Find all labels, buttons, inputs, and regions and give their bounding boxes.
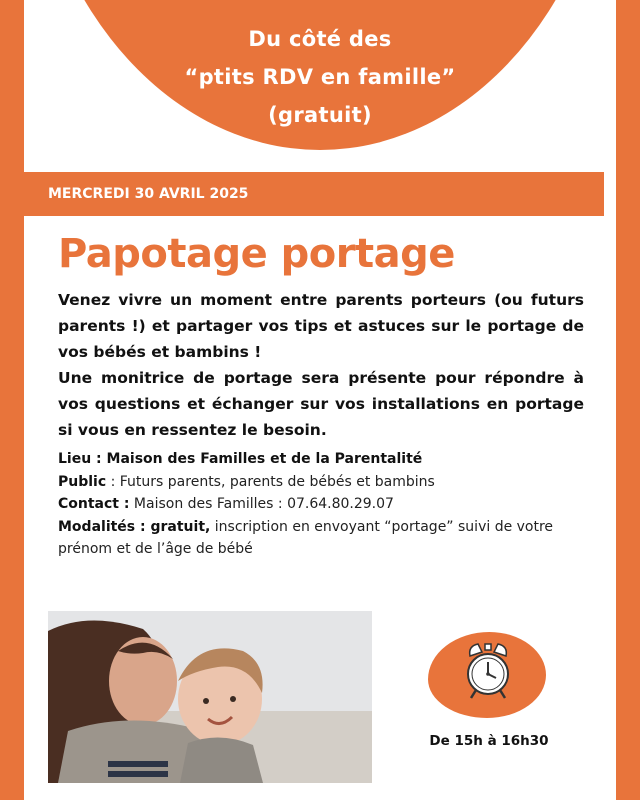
event-intro [58, 287, 584, 443]
detail-public-label: Public [58, 473, 107, 490]
header-title [24, 20, 616, 134]
flyer-card [24, 0, 616, 800]
detail-modalites-value: inscription en envoyant “portage” suivi de votre prénom et de l’âge de bébé [58, 518, 554, 557]
detail-public-value: : Futurs parents, parents de bébés et bambins [106, 473, 435, 490]
event-title: Papotage portage [58, 231, 455, 277]
detail-modalites-label: Modalités : gratuit, [58, 518, 211, 535]
detail-contact-label: Contact : [58, 496, 130, 512]
event-time: De 15h à 16h30 [429, 733, 549, 749]
alarm-clock-svg [464, 640, 512, 706]
detail-contact [58, 493, 584, 516]
detail-contact-value: Maison des Familles : 07.64.80.29.07 [129, 496, 394, 512]
intro-paragraph-2: Une monitrice de portage sera présente pour répondre à vos questions et échanger sur vos installations en portage si vous en ressentez le besoin. [58, 369, 584, 439]
event-details [58, 448, 584, 561]
detail-modalites [58, 516, 584, 561]
alarm-clock-icon [464, 640, 512, 710]
header-line-3: (gratuit) [268, 103, 372, 127]
header-line-2: “ptits RDV en famille” [184, 65, 456, 89]
detail-lieu [58, 448, 584, 471]
event-date: MERCREDI 30 AVRIL 2025 [24, 172, 604, 216]
photo-illustration [48, 611, 372, 783]
header-line-1: Du côté des [248, 27, 392, 51]
detail-public [58, 471, 584, 494]
intro-paragraph-1: Venez vivre un moment entre parents porteurs (ou futurs parents !) et partager vos tips et astuces sur le portage de vos bébés et bambins ! [58, 291, 584, 361]
parent-baby-photo [48, 611, 372, 783]
detail-lieu-text: Lieu : Maison des Familles et de la Parentalité [58, 451, 423, 467]
